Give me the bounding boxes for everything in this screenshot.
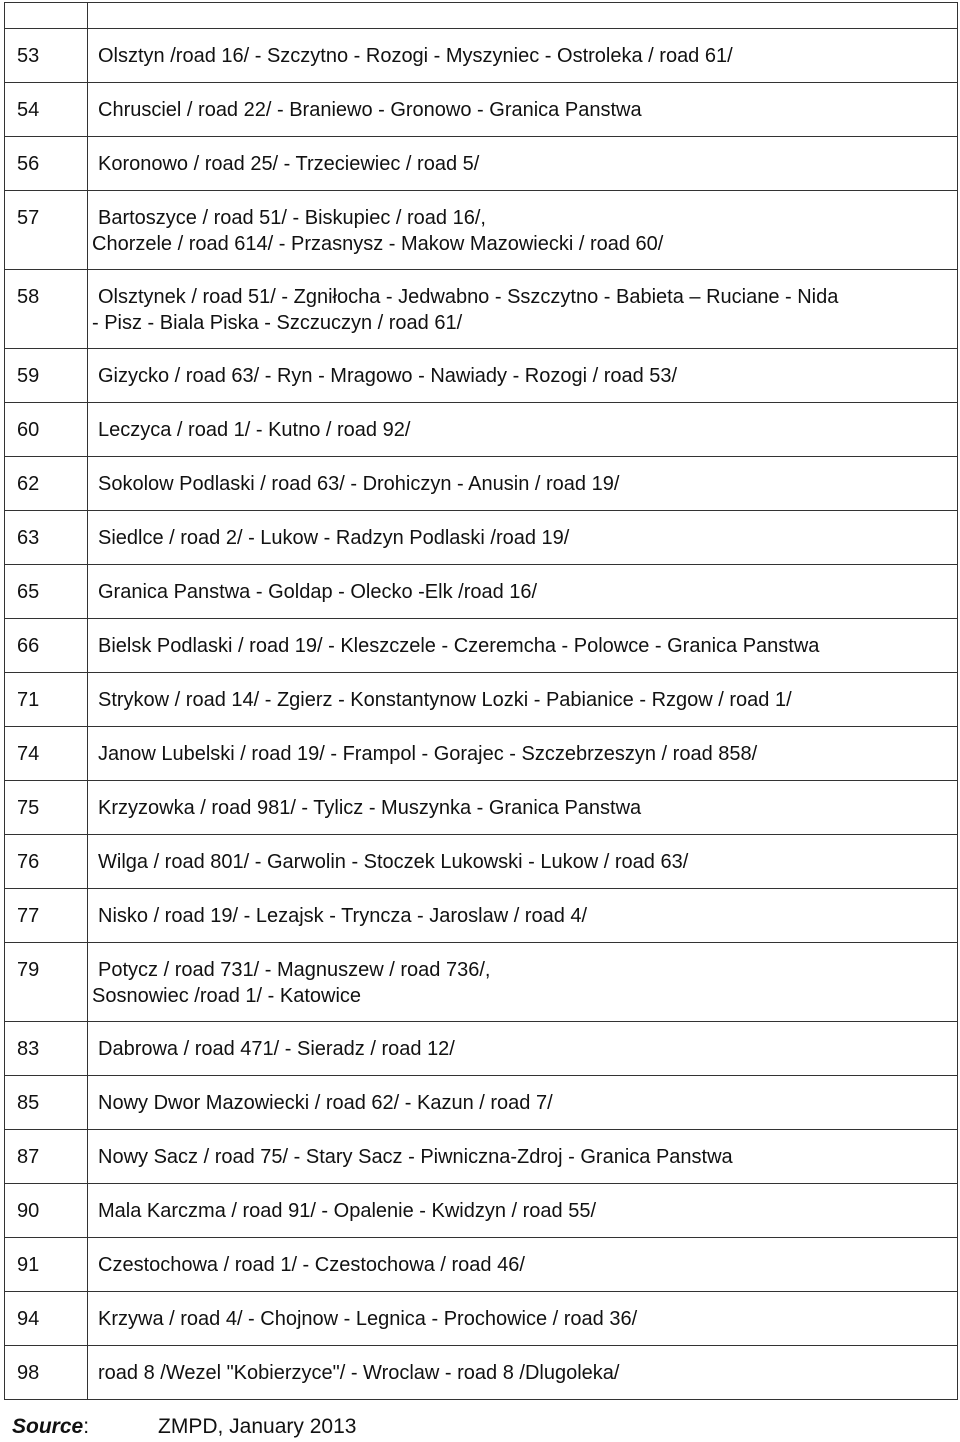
road-number: 58 (17, 286, 40, 308)
source-label: Source (12, 1415, 84, 1438)
table-row (5, 191, 958, 270)
route-line: Sokolow Podlaski / road 63/ - Drohiczyn - Anusin / road 19/ (98, 473, 620, 495)
road-number-cell (5, 457, 88, 511)
road-number-cell (5, 1130, 88, 1184)
route-cell (88, 191, 958, 270)
route-cell (88, 270, 958, 349)
table-row (5, 137, 958, 191)
route-line: Gizycko / road 63/ - Ryn - Mragowo - Nawiady - Rozogi / road 53/ (98, 365, 678, 387)
source-note (12, 1414, 357, 1440)
route-cell (88, 83, 958, 137)
road-number: 74 (17, 743, 40, 765)
route-cell (88, 943, 958, 1022)
roads-table (4, 2, 958, 1400)
road-number: 77 (17, 905, 40, 927)
route-cell (88, 1292, 958, 1346)
road-number: 60 (17, 419, 40, 441)
road-number-cell (5, 29, 88, 83)
table-row (5, 781, 958, 835)
road-number-cell (5, 191, 88, 270)
route-line: Wilga / road 801/ - Garwolin - Stoczek Lukowski - Lukow / road 63/ (98, 851, 689, 873)
route-cell (88, 29, 958, 83)
table-top-cell-number (5, 3, 88, 29)
road-number-cell (5, 565, 88, 619)
road-number: 98 (17, 1362, 40, 1384)
route-cell (88, 1076, 958, 1130)
road-number-cell (5, 673, 88, 727)
route-line: Strykow / road 14/ - Zgierz - Konstantynow Lozki - Pabianice - Rzgow / road 1/ (98, 689, 792, 711)
table-row (5, 835, 958, 889)
route-line: Bielsk Podlaski / road 19/ - Kleszczele - Czeremcha - Polowce - Granica Panstwa (98, 635, 820, 657)
table-row (5, 457, 958, 511)
road-number: 56 (17, 153, 40, 175)
road-number: 91 (17, 1254, 40, 1276)
road-number-cell (5, 403, 88, 457)
route-cell (88, 619, 958, 673)
table-row (5, 1184, 958, 1238)
route-line: Potycz / road 731/ - Magnuszew / road 736/, (98, 959, 491, 981)
route-cell (88, 727, 958, 781)
route-line: Nowy Dwor Mazowiecki / road 62/ - Kazun / road 7/ (98, 1092, 553, 1114)
road-number-cell (5, 781, 88, 835)
table-top-row (5, 3, 958, 29)
route-cell (88, 1184, 958, 1238)
route-cell (88, 889, 958, 943)
table-row (5, 1130, 958, 1184)
table-row (5, 1022, 958, 1076)
road-number: 53 (17, 45, 40, 67)
road-number: 83 (17, 1038, 40, 1060)
road-number: 63 (17, 527, 40, 549)
route-cell (88, 673, 958, 727)
route-line: Czestochowa / road 1/ - Czestochowa / road 46/ (98, 1254, 525, 1276)
road-number: 90 (17, 1200, 40, 1222)
route-line: Bartoszyce / road 51/ - Biskupiec / road 16/, (98, 207, 486, 229)
route-cell (88, 1346, 958, 1400)
route-line: Leczyca / road 1/ - Kutno / road 92/ (98, 419, 411, 441)
route-cell (88, 137, 958, 191)
route-line: Janow Lubelski / road 19/ - Frampol - Gorajec - Szczebrzeszyn / road 858/ (98, 743, 758, 765)
route-line: Olsztyn /road 16/ - Szczytno - Rozogi - Myszyniec - Ostroleka / road 61/ (98, 45, 733, 67)
road-number-cell (5, 835, 88, 889)
table-row (5, 1346, 958, 1400)
road-number-cell (5, 889, 88, 943)
route-line: Sosnowiec /road 1/ - Katowice (92, 985, 362, 1007)
route-line: Krzywa / road 4/ - Chojnow - Legnica - Prochowice / road 36/ (98, 1308, 638, 1330)
table-row (5, 943, 958, 1022)
route-line: Chrusciel / road 22/ - Braniewo - Gronowo - Granica Panstwa (98, 99, 642, 121)
route-line: Mala Karczma / road 91/ - Opalenie - Kwidzyn / road 55/ (98, 1200, 597, 1222)
road-number-cell (5, 1292, 88, 1346)
source-value: ZMPD, January 2013 (158, 1415, 357, 1438)
source-separator: : (83, 1415, 90, 1438)
road-number-cell (5, 1076, 88, 1130)
route-line: road 8 /Wezel "Kobierzyce"/ - Wroclaw - road 8 /Dlugoleka/ (98, 1362, 620, 1384)
route-cell (88, 1022, 958, 1076)
table-row (5, 83, 958, 137)
road-number: 57 (17, 207, 40, 229)
route-line: Koronowo / road 25/ - Trzeciewiec / road 5/ (98, 153, 480, 175)
route-cell (88, 565, 958, 619)
table-row (5, 29, 958, 83)
route-cell (88, 349, 958, 403)
route-line: Chorzele / road 614/ - Przasnysz - Makow Mazowiecki / road 60/ (92, 233, 664, 255)
route-line: Krzyzowka / road 981/ - Tylicz - Muszynka - Granica Panstwa (98, 797, 642, 819)
table-row (5, 1238, 958, 1292)
road-number-cell (5, 1346, 88, 1400)
route-cell (88, 835, 958, 889)
route-cell (88, 1238, 958, 1292)
road-number: 62 (17, 473, 40, 495)
road-number-cell (5, 349, 88, 403)
route-line: - Pisz - Biala Piska - Szczuczyn / road 61/ (92, 312, 463, 334)
route-line: Olsztynek / road 51/ - Zgniłocha - Jedwabno - Sszczytno - Babieta – Ruciane - Nida (98, 286, 839, 308)
road-number-cell (5, 270, 88, 349)
road-number-cell (5, 1184, 88, 1238)
table-row (5, 511, 958, 565)
table-row (5, 673, 958, 727)
road-number: 54 (17, 99, 40, 121)
road-number-cell (5, 137, 88, 191)
roads-table-body (5, 3, 958, 1400)
road-number: 76 (17, 851, 40, 873)
road-number: 65 (17, 581, 40, 603)
table-row (5, 349, 958, 403)
table-row (5, 889, 958, 943)
road-number: 66 (17, 635, 40, 657)
table-row (5, 1076, 958, 1130)
route-cell (88, 781, 958, 835)
table-row (5, 270, 958, 349)
road-number: 79 (17, 959, 40, 981)
route-cell (88, 403, 958, 457)
road-number-cell (5, 1022, 88, 1076)
table-row (5, 619, 958, 673)
route-line: Siedlce / road 2/ - Lukow - Radzyn Podlaski /road 19/ (98, 527, 570, 549)
table-row (5, 403, 958, 457)
road-number: 94 (17, 1308, 40, 1330)
road-number: 85 (17, 1092, 40, 1114)
table-row (5, 727, 958, 781)
road-number-cell (5, 1238, 88, 1292)
road-number: 59 (17, 365, 40, 387)
road-number: 87 (17, 1146, 40, 1168)
table-row (5, 1292, 958, 1346)
route-line: Granica Panstwa - Goldap - Olecko -Elk /road 16/ (98, 581, 538, 603)
road-number: 75 (17, 797, 40, 819)
road-number-cell (5, 943, 88, 1022)
route-cell (88, 1130, 958, 1184)
road-number-cell (5, 619, 88, 673)
table-row (5, 565, 958, 619)
route-line: Dabrowa / road 471/ - Sieradz / road 12/ (98, 1038, 455, 1060)
road-number-cell (5, 727, 88, 781)
route-line: Nisko / road 19/ - Lezajsk - Tryncza - Jaroslaw / road 4/ (98, 905, 588, 927)
route-line: Nowy Sacz / road 75/ - Stary Sacz - Piwniczna-Zdroj - Granica Panstwa (98, 1146, 733, 1168)
route-cell (88, 457, 958, 511)
road-number-cell (5, 511, 88, 565)
road-number: 71 (17, 689, 40, 711)
road-number-cell (5, 83, 88, 137)
table-top-cell-route (88, 3, 958, 29)
route-cell (88, 511, 958, 565)
